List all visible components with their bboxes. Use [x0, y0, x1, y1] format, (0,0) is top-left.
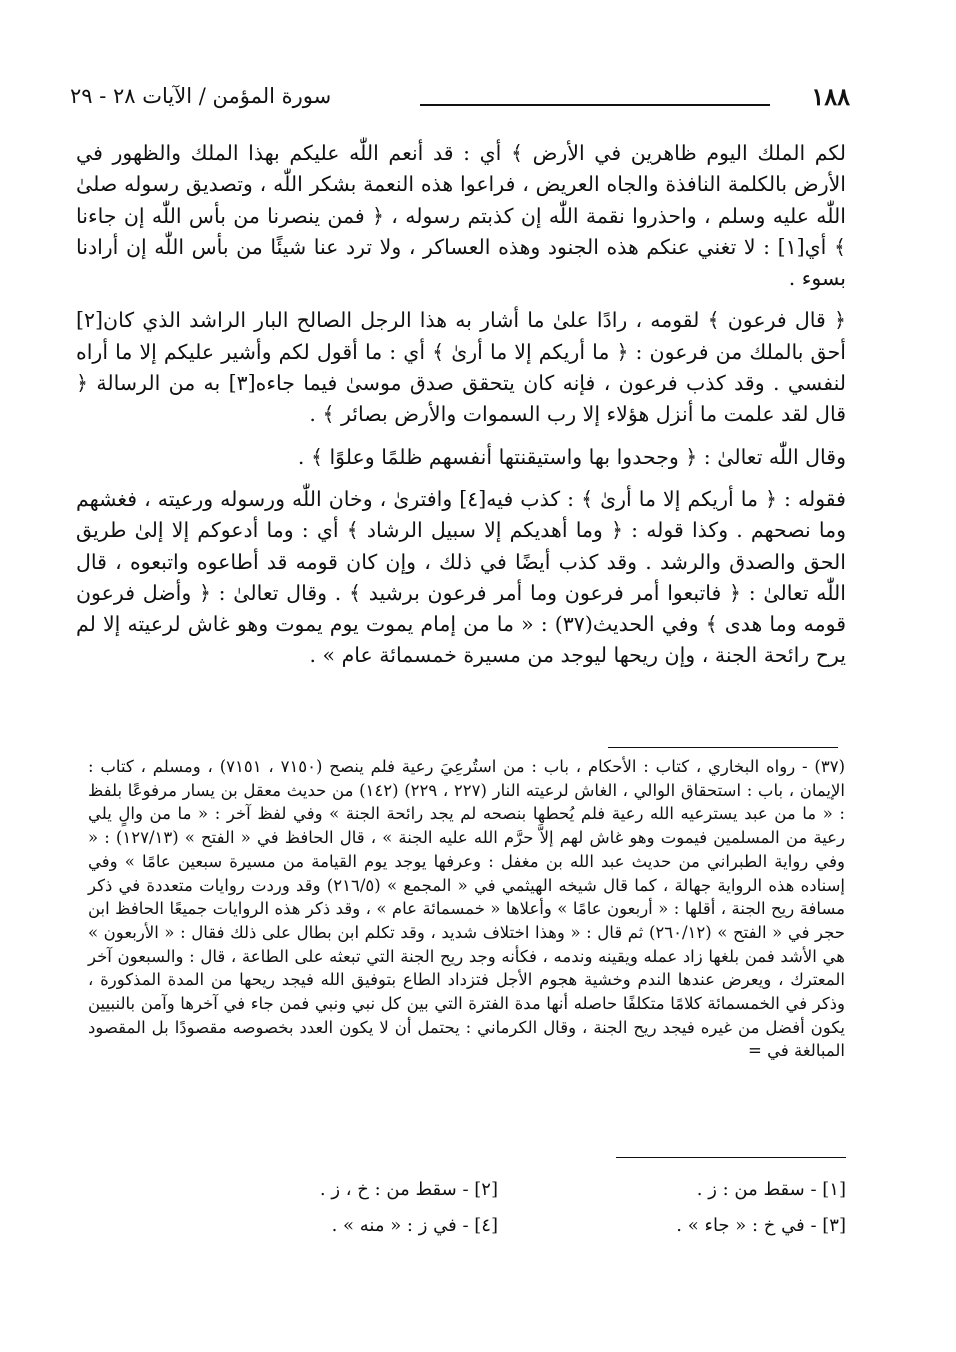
apparatus-note-1: [١] - سقط من : ز . — [696, 1179, 846, 1200]
paragraph-2: ﴿ قال فرعون ﴾ لقومه ، رادًا علىٰ ما أشار به هذا الرجل الصالح البار الراشد الذي كان[٢] أحق بالملك من فرعون : ﴿ ما أريكم إلا ما أرىٰ ﴾ أي : ما أقول لكم وأشير عليكم إلا ما أراه لنفسي . وقد كذب فرعون ، فإنه كان يتحقق صدق موسىٰ فيما جاءه[٣] به من الرسالة ﴿ قال لقد علمت ما أنزل هؤلاء إلا رب السموات والأرض بصائر ﴾ . — [76, 308, 846, 427]
running-title: سورة المؤمن / الآيات ٢٨ - ٢٩ — [70, 84, 332, 108]
apparatus-divider — [616, 1157, 846, 1158]
page-header — [70, 82, 850, 118]
paragraph-3: وقال اللّٰه تعالىٰ : ﴿ وجحدوا بها واستيقنتها أنفسهم ظلمًا وعلوًا ﴾ . — [297, 444, 846, 469]
critical-apparatus — [150, 1172, 846, 1244]
apparatus-note-2: [٢] - سقط من : خ ، ز . — [319, 1179, 498, 1200]
header-rule — [420, 104, 770, 106]
apparatus-row — [150, 1172, 846, 1208]
page-number: ١٨٨ — [811, 82, 850, 111]
paragraph-1: لكم الملك اليوم ظاهرين في الأرض ﴾ أي : قد أنعم اللّٰه عليكم بهذا الملك والظهور في الأرض بالكلمة النافذة والجاه العريض ، فراعوا هذه النعمة بشكر اللّٰه ، وتصديق رسوله صلىٰ اللّٰه عليه وسلم ، واحذروا نقمة اللّٰه إن كذبتم رسوله ، ﴿ فمن ينصرنا من بأس اللّٰه إن جاءنا ﴾ أي[١] : لا تغني عنكم هذه الجنود وهذه العساكر ، ولا ترد عنا شيئًا من بأس اللّٰه إن أرادنا بسوء . — [76, 141, 846, 291]
apparatus-note-4: [٤] - في ز : « منه » . — [331, 1215, 498, 1236]
apparatus-note-3: [٣] - في خ : « جاء » . — [676, 1215, 846, 1236]
paragraph-4: فقوله : ﴿ ما أريكم إلا ما أرىٰ ﴾ : كذب فيه[٤] وافترىٰ ، وخان اللّٰه ورسوله ورعيته ، فغشهم وما نصحهم . وكذا قوله : ﴿ وما أهديكم إلا سبيل الرشاد ﴾ أي : وما أدعوكم إلا إلىٰ طريق الحق والصدق والرشد . وقد كذب أيضًا في ذلك ، وإن كان قومه قد أطاعوه واتبعوه ، قال اللّٰه تعالىٰ : ﴿ فاتبعوا أمر فرعون وما أمر فرعون برشيد ﴾ . وقال تعالىٰ : ﴿ وأضل فرعون قومه وما هدى ﴾ وفي الحديث(٣٧) : « ما من إمام يموت يوم يموت وهو غاش لرعيته إلا لم يرح رائحة الجنة ، وإن ريحها ليوجد من مسيرة خمسمائة عام » . — [76, 486, 847, 668]
apparatus-row — [150, 1208, 846, 1244]
main-text — [76, 138, 846, 683]
footnote-divider — [608, 747, 838, 748]
footnote-37: (٣٧) - رواه البخاري ، كتاب : الأحكام ، باب : من استُرعِيَ رعية فلم ينصح (٧١٥٠ ، ٧١٥١) ، ومسلم ، كتاب : الإيمان ، باب : استحقاق الوالي ، الغاش لرعيته النار (٢٢٧ ، ٢٢٩) (١٤٢) من حديث معقل بن يسار مرفوعًا بلفظ : « ما من عبد يسترعيه الله رعية فلم يُحطها بنصحه لم يجد رائحة الجنة » وفي لفظ آخر : « ما من والٍ يلي رعية من المسلمين فيموت وهو غاش لهم إلاَّ حرَّم الله عليه الجنة » ، قال الحافظ في « الفتح » (١٢٧/١٣) : « وفي رواية الطبراني من حديث عبد الله بن مغفل : وعرفها يوجد يوم القيامة من مسيرة سبعين عامًا » وفي إسناده هذه الرواية جهالة ، كما قال شيخه الهيثمي في « المجمع » (٢١٦/٥) وقد وردت روايات متعددة في ذكر مسافة ريح الجنة ، أقلها : « أربعون عامًا » وأعلاها « خمسمائة عام » ، وقد ذكر هذه الروايات جميعًا الحافظ ابن حجر في « الفتح » (٢٦٠/١٢) ثم قال : « وهذا اختلاف شديد ، وقد تكلم ابن بطال على ذلك فقال : « الأربعون » هي الأشد فمن بلغها زاد عمله ويقينه وندمه ، فكأنه وجد ريح الجنة التي تبعثه على الطاعة ، قال : والسبعون آخر المعترك ، ويعرض عندها الندم وخشية هجوم الأجل فتزداد الطاع بتوفيق الله فيجد ريحها من المدة المذكورة ، وذكر في الخمسمائة كلامًا متكلفًا حاصله أنها مدة الفترة التي بين كل نبي ونبي فمن جاء في آخرها وآمن بالنبيين يكون أفضل من غيره فيجد ريح الجنة ، وقال الكرماني : يحتمل أن لا يكون العدد بخصوصه مقصودًا بل المقصود المبالغة في = — [88, 757, 845, 1061]
